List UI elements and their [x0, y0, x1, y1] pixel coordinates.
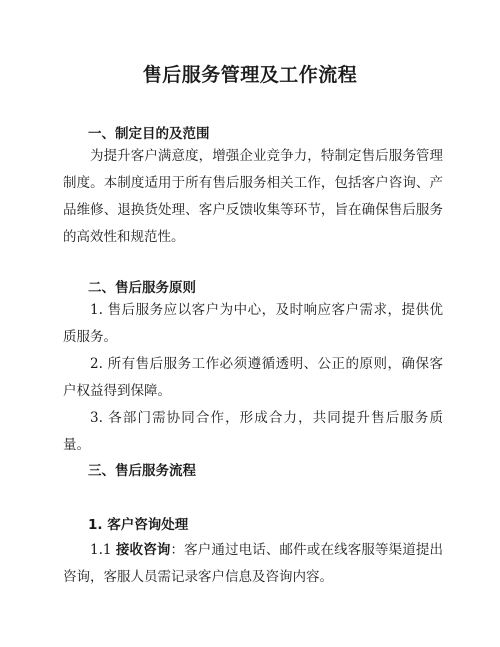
section-1-body: 为提升客户满意度，增强企业竞争力，特制定售后服务管理制度。本制度适用于所有售后服务相关工作，包括客户咨询、产品维修、退换货处理、客户反馈收集等环节，旨在确保售后服务的高效性和规范性。: [63, 148, 443, 245]
section-2-item-2: 2. 所有售后服务工作必须遵循透明、公正的原则，确保客户权益得到保障。: [63, 356, 443, 399]
section-3-heading: 三、售后服务流程: [88, 463, 196, 479]
section-1-heading: 一、制定目的及范围: [88, 126, 210, 142]
section-2-item-1: 1. 售后服务应以客户为中心，及时响应客户需求，提供优质服务。: [63, 302, 443, 345]
subsection-1-item: [63, 537, 443, 591]
item-text: ：客户通过电话、邮件或在线客服等渠道提出咨询，客服人员需记录客户信息及咨询内容。: [63, 542, 444, 585]
item-term: 接收咨询: [115, 542, 171, 558]
item-number: 1.1: [90, 542, 112, 558]
section-2-heading: 二、售后服务原则: [88, 280, 196, 296]
document-title: 售后服务管理及工作流程: [142, 64, 358, 86]
section-2-item-3: 3. 各部门需协同合作，形成合力，共同提升售后服务质量。: [63, 410, 443, 453]
subsection-1-heading: 1. 客户咨询处理: [88, 517, 189, 533]
